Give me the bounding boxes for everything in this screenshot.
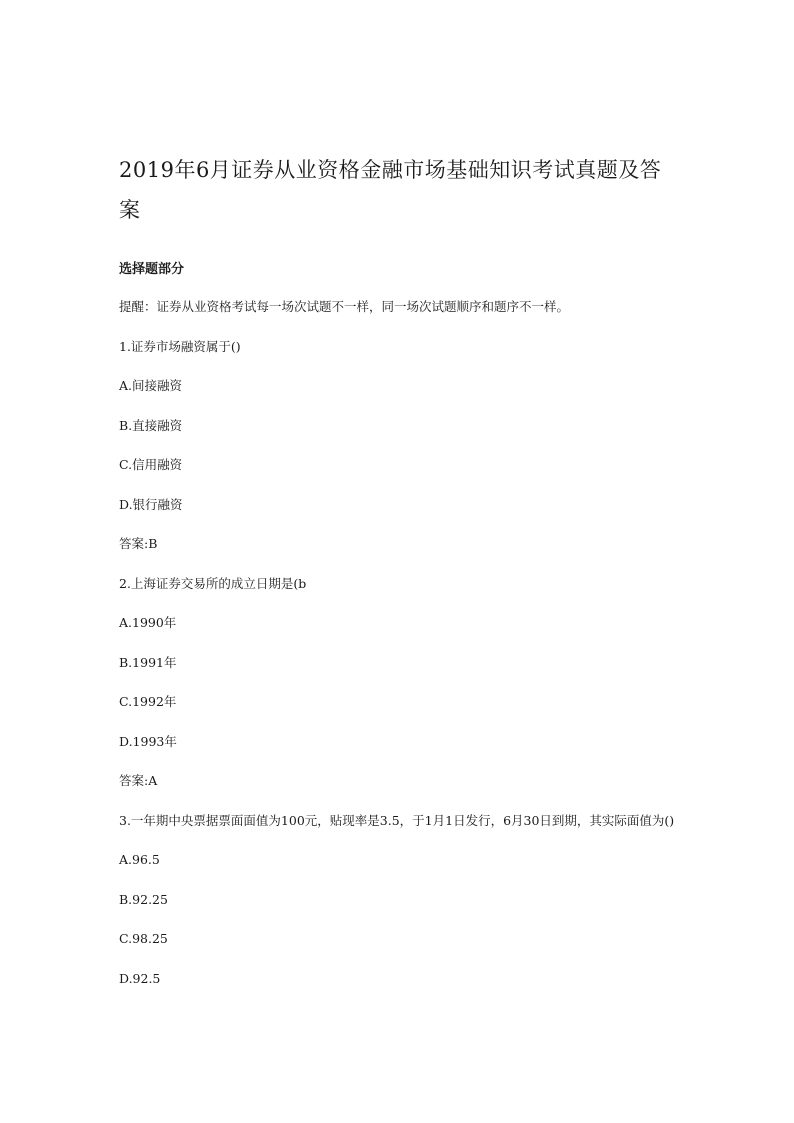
document-page bbox=[119, 150, 679, 989]
question-2-option-b: B.1991年 bbox=[119, 654, 177, 670]
question-2-option-d: D.1993年 bbox=[119, 733, 177, 749]
document-title: 2019年6月证券从业资格金融市场基础知识考试真题及答案 bbox=[119, 158, 662, 222]
question-2-answer: 答案:A bbox=[119, 773, 158, 788]
notice-text: 提醒：证券从业资格考试每一场次试题不一样，同一场次试题顺序和题序不一样。 bbox=[119, 299, 570, 314]
question-3-option-a: A.96.5 bbox=[119, 852, 160, 867]
section-heading: 选择题部分 bbox=[119, 262, 185, 277]
question-1-stem: 1.证券市场融资属于() bbox=[119, 338, 241, 354]
question-2-option-c: C.1992年 bbox=[119, 694, 177, 709]
question-3-option-d: D.92.5 bbox=[119, 970, 161, 986]
question-1-option-d: D.银行融资 bbox=[119, 496, 183, 512]
question-1-option-a: A.间接融资 bbox=[119, 378, 183, 393]
question-1-option-b: B.直接融资 bbox=[119, 417, 183, 433]
question-2-option-a: A.1990年 bbox=[119, 615, 177, 630]
question-1-answer: 答案:B bbox=[119, 536, 158, 551]
question-3-option-c: C.98.25 bbox=[119, 931, 168, 946]
question-1-option-c: C.信用融资 bbox=[119, 457, 183, 472]
question-3-option-b: B.92.25 bbox=[119, 891, 168, 907]
question-3-stem: 3.一年期中央票据票面面值为100元，贴现率是3.5，于1月1日发行，6月30日到期，其实际面值为() bbox=[119, 812, 675, 828]
question-2-stem: 2.上海证券交易所的成立日期是(b bbox=[119, 575, 307, 591]
